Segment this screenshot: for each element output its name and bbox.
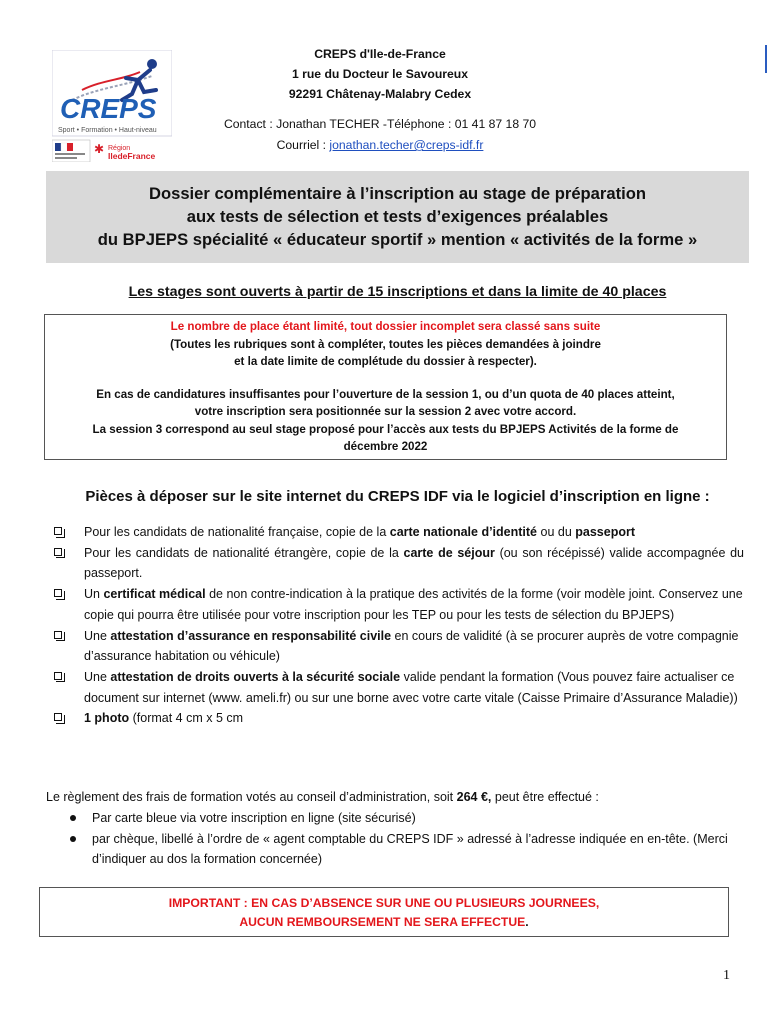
checkbox-icon [54,631,62,639]
payment-method-item: par chèque, libellé à l’ordre de « agent comptable du CREPS IDF » adressé à l’adresse indiquée en en-tête. (Merci d’indiquer au dos la formation concernée) [70,829,750,870]
checklist-item: Une attestation de droits ouverts à la sécurité sociale valide pendant la formation (Vous pouvez faire actualiser ce document sur internet (www. ameli.fr) ou sur une borne avec votre carte vitale (Caisse Primaire d’Assurance Maladie)) [54,667,744,708]
page-edge-mark [765,45,767,73]
reglement-text: Le règlement des frais de formation votés au conseil d’administration, soit 264 €, peut être effectué : [46,790,599,804]
checkbox-icon [54,548,62,556]
svg-text:Région: Région [108,145,131,152]
places-subtitle: Les stages sont ouverts à partir de 15 inscriptions et dans la limite de 40 places [128,284,667,300]
pieces-title: Pièces à déposer sur le site internet du CREPS IDF via le logiciel d’inscription en ligne : [85,488,710,505]
notice-box [44,314,727,460]
notice-line-5: votre inscription sera positionnée sur la session 2 avec votre accord. [194,405,577,418]
checkbox-icon [54,527,62,535]
org-name: CREPS d'Ile-de-France [314,47,446,61]
important-line-2-wrap: AUCUN REMBOURSEMENT NE SERA EFFECTUE. [239,914,529,929]
title-line-2: aux tests de sélection et tests d’exigences préalables [186,207,609,226]
checklist-item: Pour les candidats de nationalité française, copie de la carte nationale d’identité ou du passeport [54,522,744,543]
important-box [39,887,729,937]
svg-text:✱: ✱ [94,142,105,156]
checkbox-icon [54,713,62,721]
email-link[interactable]: jonathan.techer@creps-idf.fr [329,138,484,152]
creps-logo [52,50,172,162]
checkbox-icon [54,672,62,680]
email-label: Courriel : [276,138,330,152]
checkbox-icon [54,589,62,597]
header-contact [200,114,560,156]
checklist-item: Pour les candidats de nationalité étrangère, copie de la carte de séjour (ou son récépissé) valide accompagnée du passeport. [54,543,744,584]
svg-text:CREPS: CREPS [60,93,157,124]
document-title [46,171,749,263]
svg-text:IledeFrance: IledeFrance [108,151,156,161]
important-line-1: IMPORTANT : EN CAS D’ABSENCE SUR UNE OU PLUSIEURS JOURNEES, [168,896,600,910]
creps-logo-graphic [52,50,172,162]
checklist-item: 1 photo (format 4 cm x 5 cm [54,708,744,729]
title-line-3: du BPJEPS spécialité « éducateur sportif » mention « activités de la forme » [97,230,698,249]
fee-amount: 264 €, [456,790,492,804]
title-line-1: Dossier complémentaire à l’inscription au stage de préparation [148,184,647,203]
page-number: 1 [723,968,730,983]
important-line-2: AUCUN REMBOURSEMENT NE SERA EFFECTUE [239,914,526,929]
payment-methods [70,808,750,870]
notice-warning: Le nombre de place étant limité, tout dossier incomplet sera classé sans suite [170,320,601,333]
notice-spacer [45,371,726,386]
checklist-item: Un certificat médical de non contre-indication à la pratique des activités de la forme (voir modèle joint. Conservez une copie qui pourra être utilisée pour votre inscription pour les TEP ou pour les tests de sélection du BPJEPS) [54,584,744,625]
bullet-icon [70,836,76,842]
pieces-checklist [54,522,744,729]
email-line [200,135,560,156]
header-address [230,44,530,104]
notice-line-3: et la date limite de complétude du dossier à respecter). [234,355,537,368]
notice-line-2: (Toutes les rubriques sont à compléter, toutes les pièces demandées à joindre [170,337,601,351]
svg-text:Sport • Formation • Haut-nivea: Sport • Formation • Haut-niveau [58,127,157,134]
notice-line-6: La session 3 correspond au seul stage proposé pour l’accès aux tests du BPJEPS Activités de la forme de décembre 2022 [92,422,679,453]
checklist-item: Une attestation d’assurance en responsabilité civile en cours de validité (à se procurer auprès de votre compagnie d’assurance habitation ou véhicule) [54,626,744,667]
payment-method-item: Par carte bleue via votre inscription en ligne (site sécurisé) [70,808,750,829]
address-line-2: 92291 Châtenay-Malabry Cedex [288,87,472,101]
bullet-icon [70,815,76,821]
notice-line-4: En cas de candidatures insuffisantes pour l’ouverture de la session 1, ou d’un quota de 40 places atteint, [96,387,675,401]
address-line-1: 1 rue du Docteur le Savoureux [291,67,469,81]
contact-line: Contact : Jonathan TECHER -Téléphone : 01 41 87 18 70 [223,117,537,131]
